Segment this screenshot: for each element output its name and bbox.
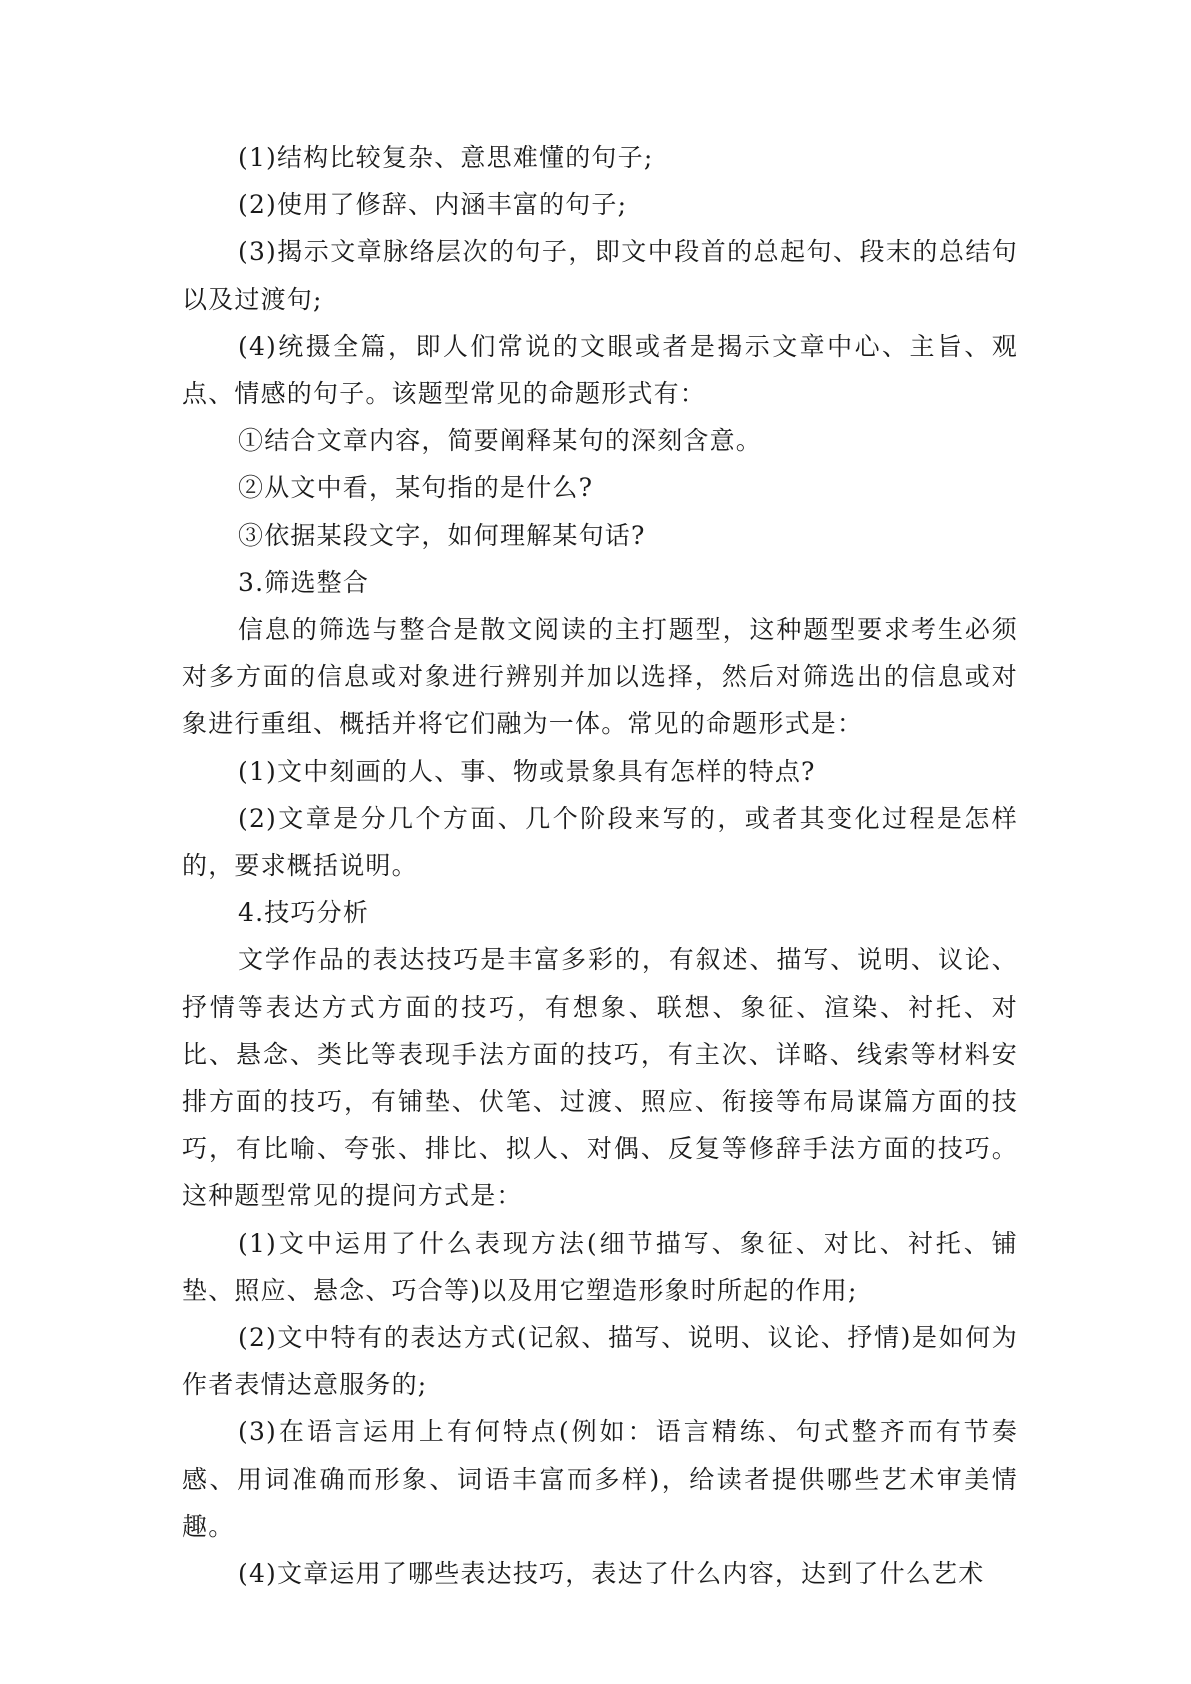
paragraph-item-1: (1)结构比较复杂、意思难懂的句子; xyxy=(238,143,654,172)
section-4-item-1: (1)文中运用了什么表现方法(细节描写、象征、对比、衬托、铺垫、照应、悬念、巧合等)以及用它塑造形象时所起的作用; xyxy=(182,1228,1018,1305)
document-body xyxy=(182,134,1018,1597)
paragraph-item-2: (2)使用了修辞、内涵丰富的句子; xyxy=(238,190,628,220)
section-4-item-4: (4)文章运用了哪些表达技巧，表达了什么内容，达到了什么艺术 xyxy=(238,1559,985,1589)
section-4-item-3: (3)在语言运用上有何特点(例如：语言精练、句式整齐而有节奏感、用词准确而形象、词语丰富而多样)，给读者提供哪些艺术审美情趣。 xyxy=(182,1417,1018,1541)
section-3-item-1: (1)文中刻画的人、事、物或景象具有怎样的特点? xyxy=(238,756,816,786)
paragraph-item-4: (4)统摄全篇，即人们常说的文眼或者是揭示文章中心、主旨、观点、情感的句子。该题型常见的命题形式有： xyxy=(182,331,1018,409)
paragraph-item-3: (3)揭示文章脉络层次的句子，即文中段首的总起句、段末的总结句以及过渡句; xyxy=(182,237,1018,314)
question-form-3: ③依据某段文字，如何理解某句话? xyxy=(238,520,646,550)
section-4-item-2: (2)文中特有的表达方式(记叙、描写、说明、议论、抒情)是如何为作者表情达意服务的; xyxy=(182,1323,1018,1400)
section-3-intro: 信息的筛选与整合是散文阅读的主打题型，这种题型要求考生必须对多方面的信息或对象进行辨别并加以选择，然后对筛选出的信息或对象进行重组、概括并将它们融为一体。常见的命题形式是： xyxy=(182,615,1018,739)
section-4-intro: 文学作品的表达技巧是丰富多彩的，有叙述、描写、说明、议论、抒情等表达方式方面的技巧，有想象、联想、象征、渲染、衬托、对比、悬念、类比等表现手法方面的技巧，有主次、详略、线索等材料安排方面的技巧，有铺垫、伏笔、过渡、照应、衔接等布局谋篇方面的技巧，有比喻、夸张、排比、拟人、对偶、反复等修辞手法方面的技巧。这种题型常见的提问方式是： xyxy=(182,945,1018,1211)
section-3-item-2: (2)文章是分几个方面、几个阶段来写的，或者其变化过程是怎样的，要求概括说明。 xyxy=(182,803,1018,881)
section-heading-3: 3.筛选整合 xyxy=(238,567,370,597)
question-form-1: ①结合文章内容，简要阐释某句的深刻含意。 xyxy=(238,426,763,456)
question-form-2: ②从文中看，某句指的是什么? xyxy=(238,473,594,503)
section-heading-4: 4.技巧分析 xyxy=(238,898,370,928)
